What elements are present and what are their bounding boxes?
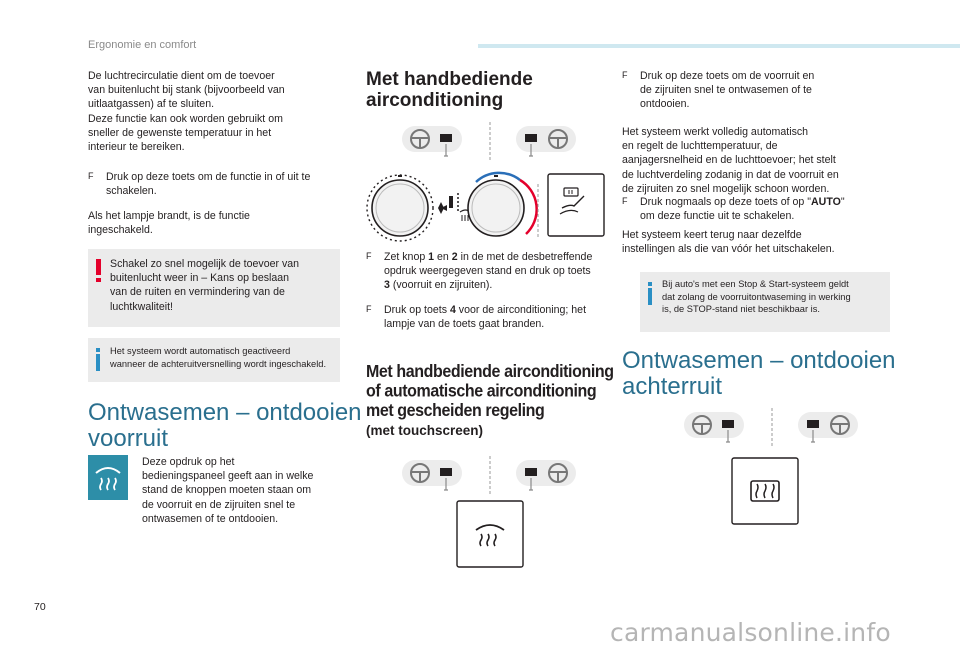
info-text: Bij auto's met een Stop & Start-systeem geldt dat zolang de voorruitontwaseming in werking is, de STOP-stand niet beschikbaar is. — [662, 279, 851, 315]
left-vent-icon — [402, 126, 462, 156]
warning-icon — [96, 259, 101, 275]
auto-system-text: Het systeem werkt volledig automatisch en regelt de luchttemperatuur, de aanjagersnelheid en de luchttoevoer; het stelt de luchtverdeling zodanig in dat de voorruit en de zijruiten zo snel mogelijk schoon worden. — [622, 126, 839, 195]
right-vent-icon — [798, 412, 858, 442]
bullet-marker: F — [622, 196, 628, 206]
front-defrost-text: Deze opdruk op het bedieningspaneel geeft aan in welke stand de knoppen moeten staan om de voorruit en de zijruiten snel te ontwasemen of te ontdooien. — [142, 456, 314, 525]
heading-touchscreen-ac: Met handbediende airconditioning of automatische airconditioning met gescheiden regeling — [366, 363, 614, 421]
section-header: Ergonomie en comfort — [88, 39, 197, 51]
rear-defrost-button-icon — [731, 457, 799, 525]
bullet-marker: F — [366, 304, 372, 314]
air-vents-figure-3 — [680, 406, 864, 448]
ac-knobs-figure — [364, 168, 612, 248]
ac-button-icon — [548, 174, 604, 236]
header-bar — [478, 44, 960, 48]
info-text: Het systeem wordt automatisch geactiveerd wanneer de achteruitversnelling wordt ingeschakeld. — [110, 346, 327, 369]
bullet-marker: F — [622, 70, 628, 80]
info-icon — [648, 288, 652, 305]
right-vent-icon — [516, 126, 576, 156]
bullet-set-knobs: F Zet knop 1 en 2 in de met de desbetreffende opdruk weergegeven stand en druk op toets 3 (voorruit en zijruiten). — [366, 251, 593, 292]
heading-manual-ac: Met handbediende airconditioning — [366, 69, 533, 111]
air-vents-figure — [398, 120, 582, 162]
restore-settings-text: Het systeem keert terug naar dezelfde instellingen als die van vóór het uitschakelen. — [622, 229, 835, 256]
right-vent-icon — [516, 460, 576, 490]
subheading-touchscreen: (met touchscreen) — [366, 423, 484, 438]
bullet-toggle-function: F Druk op deze toets om de functie in of uit te schakelen. — [88, 171, 311, 198]
fan-knob-icon — [367, 175, 433, 241]
heading-defrost-front: Ontwasemen – ontdooien voorruit — [88, 399, 362, 453]
warning-box — [88, 249, 340, 327]
left-vent-icon — [402, 460, 462, 490]
page-number: 70 — [34, 601, 46, 613]
left-vent-icon — [684, 412, 744, 442]
front-defrost-badge-icon — [88, 455, 128, 500]
watermark: carmanualsonline.info — [610, 618, 891, 647]
temperature-knob-icon — [468, 173, 537, 236]
bullet-ac-button: F Druk op toets 4 voor de airconditioning; het lampje van de toets gaat branden. — [366, 304, 587, 331]
lamp-text: Als het lampje brandt, is de functie ingeschakeld. — [88, 210, 250, 237]
air-vents-figure-2 — [398, 454, 582, 496]
info-box-stop-start — [640, 272, 890, 332]
bullet-marker: F — [88, 171, 94, 181]
info-box-reverse — [88, 338, 340, 382]
heading-defrost-rear: Ontwasemen – ontdooien achterruit — [622, 347, 896, 401]
fan-symbol-icon — [438, 193, 458, 214]
front-defrost-button-icon — [456, 500, 524, 568]
bullet-marker: F — [366, 251, 372, 261]
recirculation-intro: De luchtrecirculatie dient om de toevoer van buitenlucht bij stank (bijvoorbeeld van uitlaatgassen) af te sluiten. Deze functie kan ook worden gebruikt om sneller de gewenste temperatuur in het interieur te bereiken. — [88, 70, 285, 153]
bullet-front-defrost: F Druk op deze toets om de voorruit en de zijruiten snel te ontwasemen of te ontdooien. — [622, 70, 815, 111]
warning-text: Schakel zo snel mogelijk de toevoer van buitenlucht weer in – Kans op beslaan van de ruiten en vermindering van de luchtkwaliteit! — [110, 258, 300, 313]
bullet-auto-off: F Druk nogmaals op deze toets of op "AUTO" om deze functie uit te schakelen. — [622, 196, 845, 223]
info-icon — [96, 354, 100, 371]
